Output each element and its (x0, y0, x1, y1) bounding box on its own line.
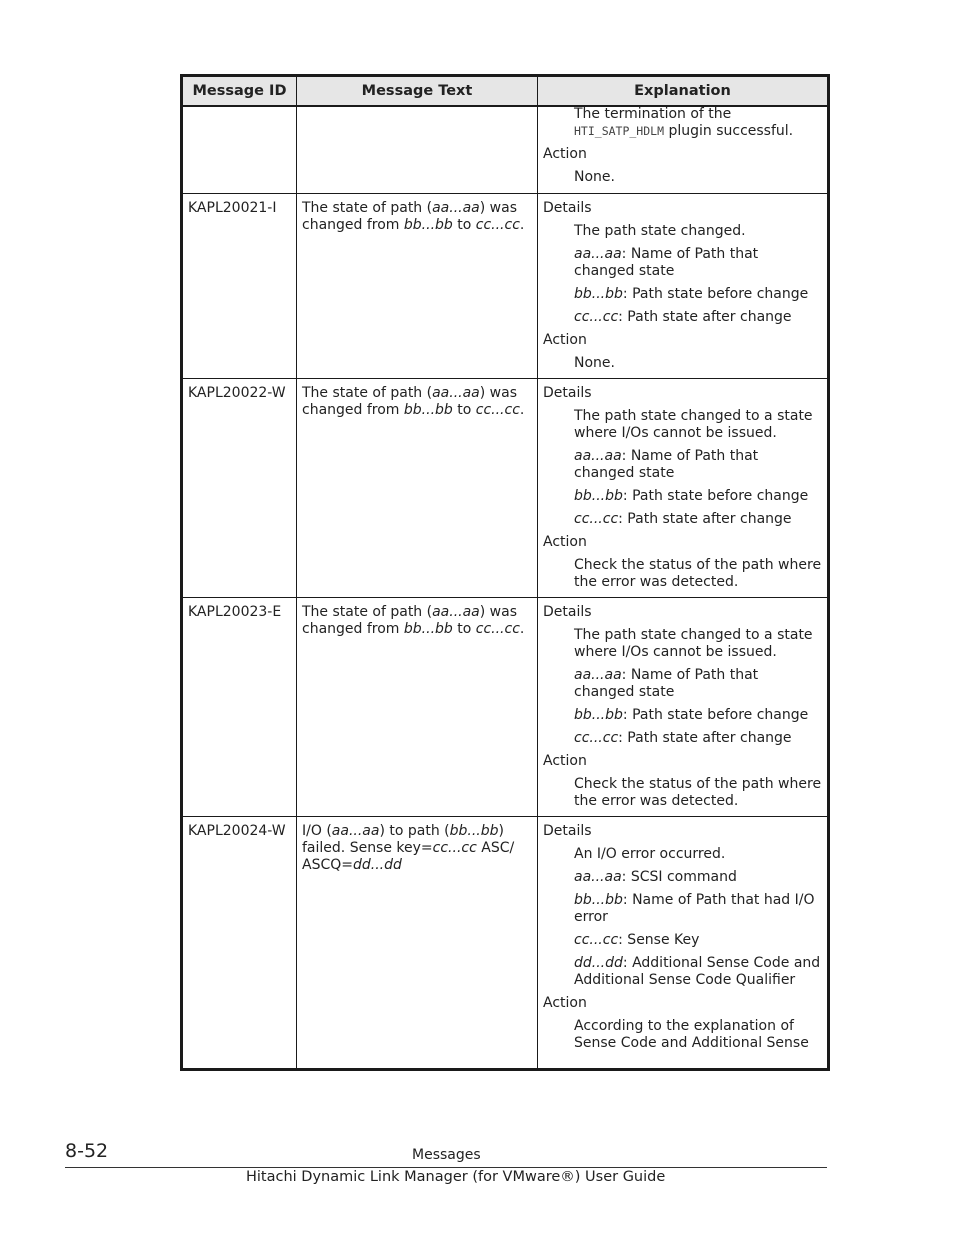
param-item: bb...bb: Path state before change (574, 706, 809, 723)
action-label: Action (543, 994, 587, 1011)
param-item: aa...aa: Name of Path that changed state (574, 245, 759, 279)
plugin-code: HTI_SATP_HDLM (574, 124, 665, 138)
section-title: Messages (412, 1147, 481, 1163)
footer-divider (65, 1167, 827, 1168)
header-message-text: Message Text (297, 76, 538, 107)
termination-text: The termination of the HTI_SATP_HDLM plugin successful. (574, 106, 794, 139)
details-text: An I/O error occurred. (574, 845, 726, 862)
header-explanation: Explanation (538, 76, 829, 107)
messages-table (180, 74, 830, 1071)
param-item: aa...aa: Name of Path that changed state (574, 666, 759, 700)
action-text: According to the explanation of Sense Code and Additional Sense (574, 1017, 809, 1051)
cell-message-text: The state of path (aa...aa) was changed from bb...bb to cc...cc. (297, 597, 538, 816)
table-row (182, 193, 829, 378)
table-row (182, 597, 829, 816)
param-item: cc...cc: Path state after change (574, 510, 792, 527)
details-label: Details (543, 199, 592, 216)
cell-explanation (538, 378, 829, 597)
action-label: Action (543, 331, 587, 348)
details-text: The path state changed to a state where I/Os cannot be issued. (574, 626, 813, 660)
param-item: cc...cc: Path state after change (574, 308, 792, 325)
cell-explanation (538, 193, 829, 378)
details-text: The path state changed. (574, 222, 746, 239)
action-label: Action (543, 752, 587, 769)
cell-message-id: KAPL20023-E (182, 597, 297, 816)
action-label: Action (543, 146, 587, 162)
cell-message-text: I/O (aa...aa) to path (bb...bb) failed. Sense key=cc...cc ASC/ ASCQ=dd...dd (297, 816, 538, 1069)
param-item: aa...aa: SCSI command (574, 868, 737, 885)
cell-message-text: The state of path (aa...aa) was changed from bb...bb to cc...cc. (297, 193, 538, 378)
param-item: bb...bb: Path state before change (574, 285, 809, 302)
action-label: Action (543, 533, 587, 550)
cell-message-id: KAPL20022-W (182, 378, 297, 597)
cell-explanation (538, 597, 829, 816)
action-text: None. (574, 169, 615, 185)
param-item: aa...aa: Name of Path that changed state (574, 447, 759, 481)
cell-message-id: KAPL20024-W (182, 816, 297, 1069)
cell-message-id: KAPL20021-I (182, 193, 297, 378)
cell-explanation (538, 816, 829, 1069)
param-item: dd...dd: Additional Sense Code and Additional Sense Code Qualifier (574, 954, 821, 988)
details-label: Details (543, 603, 592, 620)
action-text: None. (574, 354, 615, 371)
action-text: Check the status of the path where the error was detected. (574, 556, 822, 590)
table-row-continuation (182, 106, 829, 193)
param-item: bb...bb: Path state before change (574, 487, 809, 504)
cell-message-text: The state of path (aa...aa) was changed from bb...bb to cc...cc. (297, 378, 538, 597)
header-message-id: Message ID (182, 76, 297, 107)
cell-message-id (182, 106, 297, 193)
table-row (182, 378, 829, 597)
table-row (182, 816, 829, 1069)
cell-explanation (538, 106, 829, 193)
page-number: 8-52 (65, 1140, 109, 1162)
details-label: Details (543, 384, 592, 401)
table-header-row (182, 76, 829, 107)
details-text: The path state changed to a state where I/Os cannot be issued. (574, 407, 813, 441)
details-label: Details (543, 822, 592, 839)
param-item: cc...cc: Sense Key (574, 931, 700, 948)
guide-title: Hitachi Dynamic Link Manager (for VMware®) User Guide (246, 1169, 666, 1185)
param-item: cc...cc: Path state after change (574, 729, 792, 746)
cell-message-text (297, 106, 538, 193)
action-text: Check the status of the path where the error was detected. (574, 775, 822, 809)
param-item: bb...bb: Name of Path that had I/O error (574, 891, 815, 925)
